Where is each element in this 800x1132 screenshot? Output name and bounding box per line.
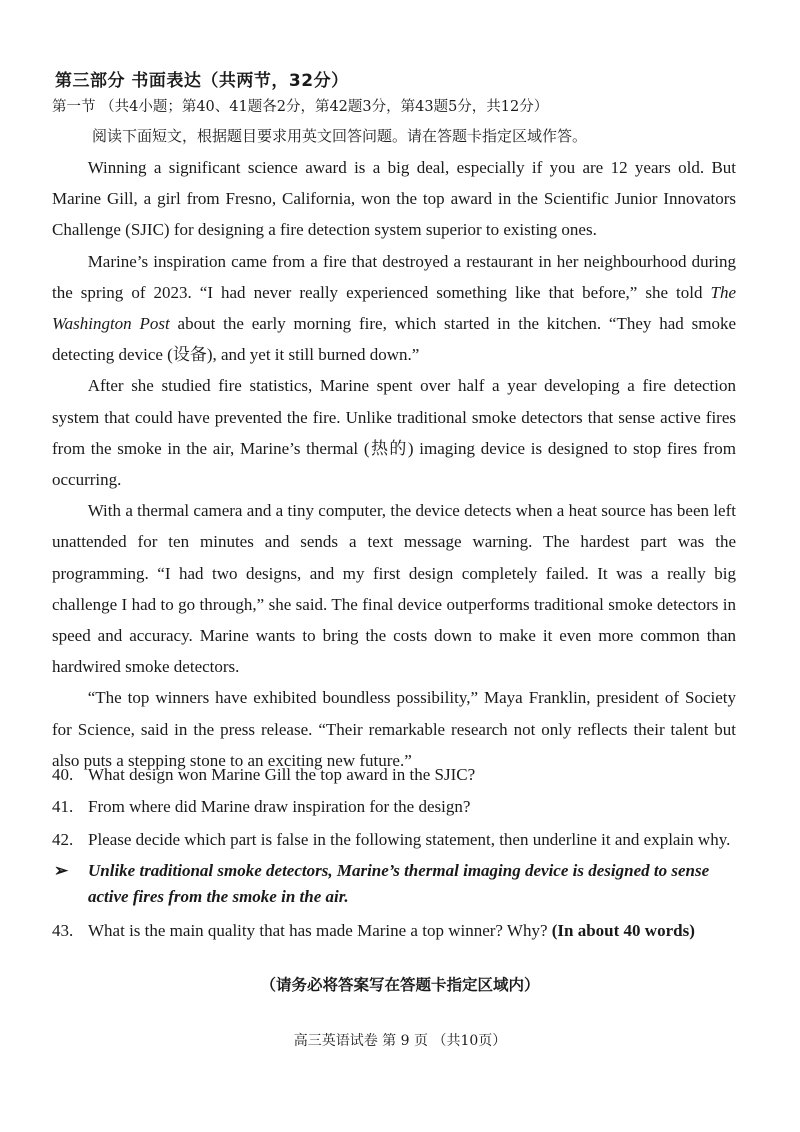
section-detail: （共4小题；第40、41题各2分，第42题3分，第43题5分，共12分） (100, 99, 549, 115)
reading-passage (52, 152, 736, 776)
question-number: 41. (52, 797, 74, 816)
question-text: Please decide which part is false in the following statement, then underline it and explain why. (88, 830, 731, 849)
question-41 (52, 792, 742, 822)
question-number: 40. (52, 765, 74, 784)
newspaper-name: The Washington Post (52, 282, 736, 334)
false-statement (52, 858, 742, 910)
page-footer: 高三英语试卷 第 9 页 （共10页） (293, 1033, 507, 1049)
paragraph-1: Winning a significant science award is a big deal, especially if you are 12 years old. But Marine Gill, a girl from Fresno, California, won the top award in the Scientific Junior Innovators Challenge (SJIC) for designing a fire detection system superior to existing ones. (52, 158, 736, 240)
question-43 (52, 916, 742, 946)
part-title: 第三部分 书面表达（共两节，32分） (55, 71, 349, 91)
paragraph-2-before: Marine’s inspiration came from a fire that destroyed a restaurant in her neighbourhood during the spring of 2023. “I had never really experienced something like that before,” she told (52, 251, 736, 302)
section-line (52, 95, 752, 116)
question-number: 42. (52, 830, 74, 849)
question-number: 43. (52, 921, 74, 940)
word-limit: (In about 40 words) (551, 921, 695, 940)
paragraph-2-after: about the early morning fire, which started in the kitchen. “They had smoke detecting device (设备), and yet it still burned down.” (52, 314, 736, 365)
answer-reminder: （请务必将答案写在答题卡指定区域内） (260, 976, 540, 994)
paragraph-4: With a thermal camera and a tiny computer, the device detects when a heat source has been left unattended for ten minutes and sends a text message warning. The hardest part was the programming. “I had two designs, and my first design completely failed. It was a really big challenge I had to go through,” she said. The final device outperforms traditional smoke detectors in speed and accuracy. Marine wants to bring the costs down to make it even more common than hardwired smoke detectors. (52, 501, 736, 677)
question-list (52, 760, 742, 948)
question-text: What is the main quality that has made Marine a top winner? Why? (88, 921, 552, 940)
paragraph-5: “The top winners have exhibited boundless possibility,” Maya Franklin, president of Society for Science, said in the press release. “Their remarkable research not only reflects their talent but also puts a stepping stone to an exciting new future.” (52, 688, 736, 770)
section-label: 第一节 (52, 99, 96, 115)
paragraph-3: After she studied fire statistics, Marine spent over half a year developing a fire detection system that could have prevented the fire. Unlike traditional smoke detectors that sense active fires from the smoke in the air, Marine’s thermal (热的) imaging device is designed to stop fires from occurring. (52, 376, 736, 490)
statement-text: Unlike traditional smoke detectors, Marine’s thermal imaging device is designed to sense active fires from the smoke in the air. (88, 861, 710, 906)
paragraph-2 (52, 246, 736, 371)
question-text: From where did Marine draw inspiration for the design? (88, 797, 471, 816)
arrow-bullet-icon: ➢ (54, 861, 69, 880)
question-40 (52, 760, 742, 790)
instruction: 阅读下面短文，根据题目要求用英文回答问题。请在答题卡指定区域作答。 (92, 127, 588, 145)
question-text: What design won Marine Gill the top award in the SJIC? (88, 765, 476, 784)
question-42 (52, 824, 742, 856)
